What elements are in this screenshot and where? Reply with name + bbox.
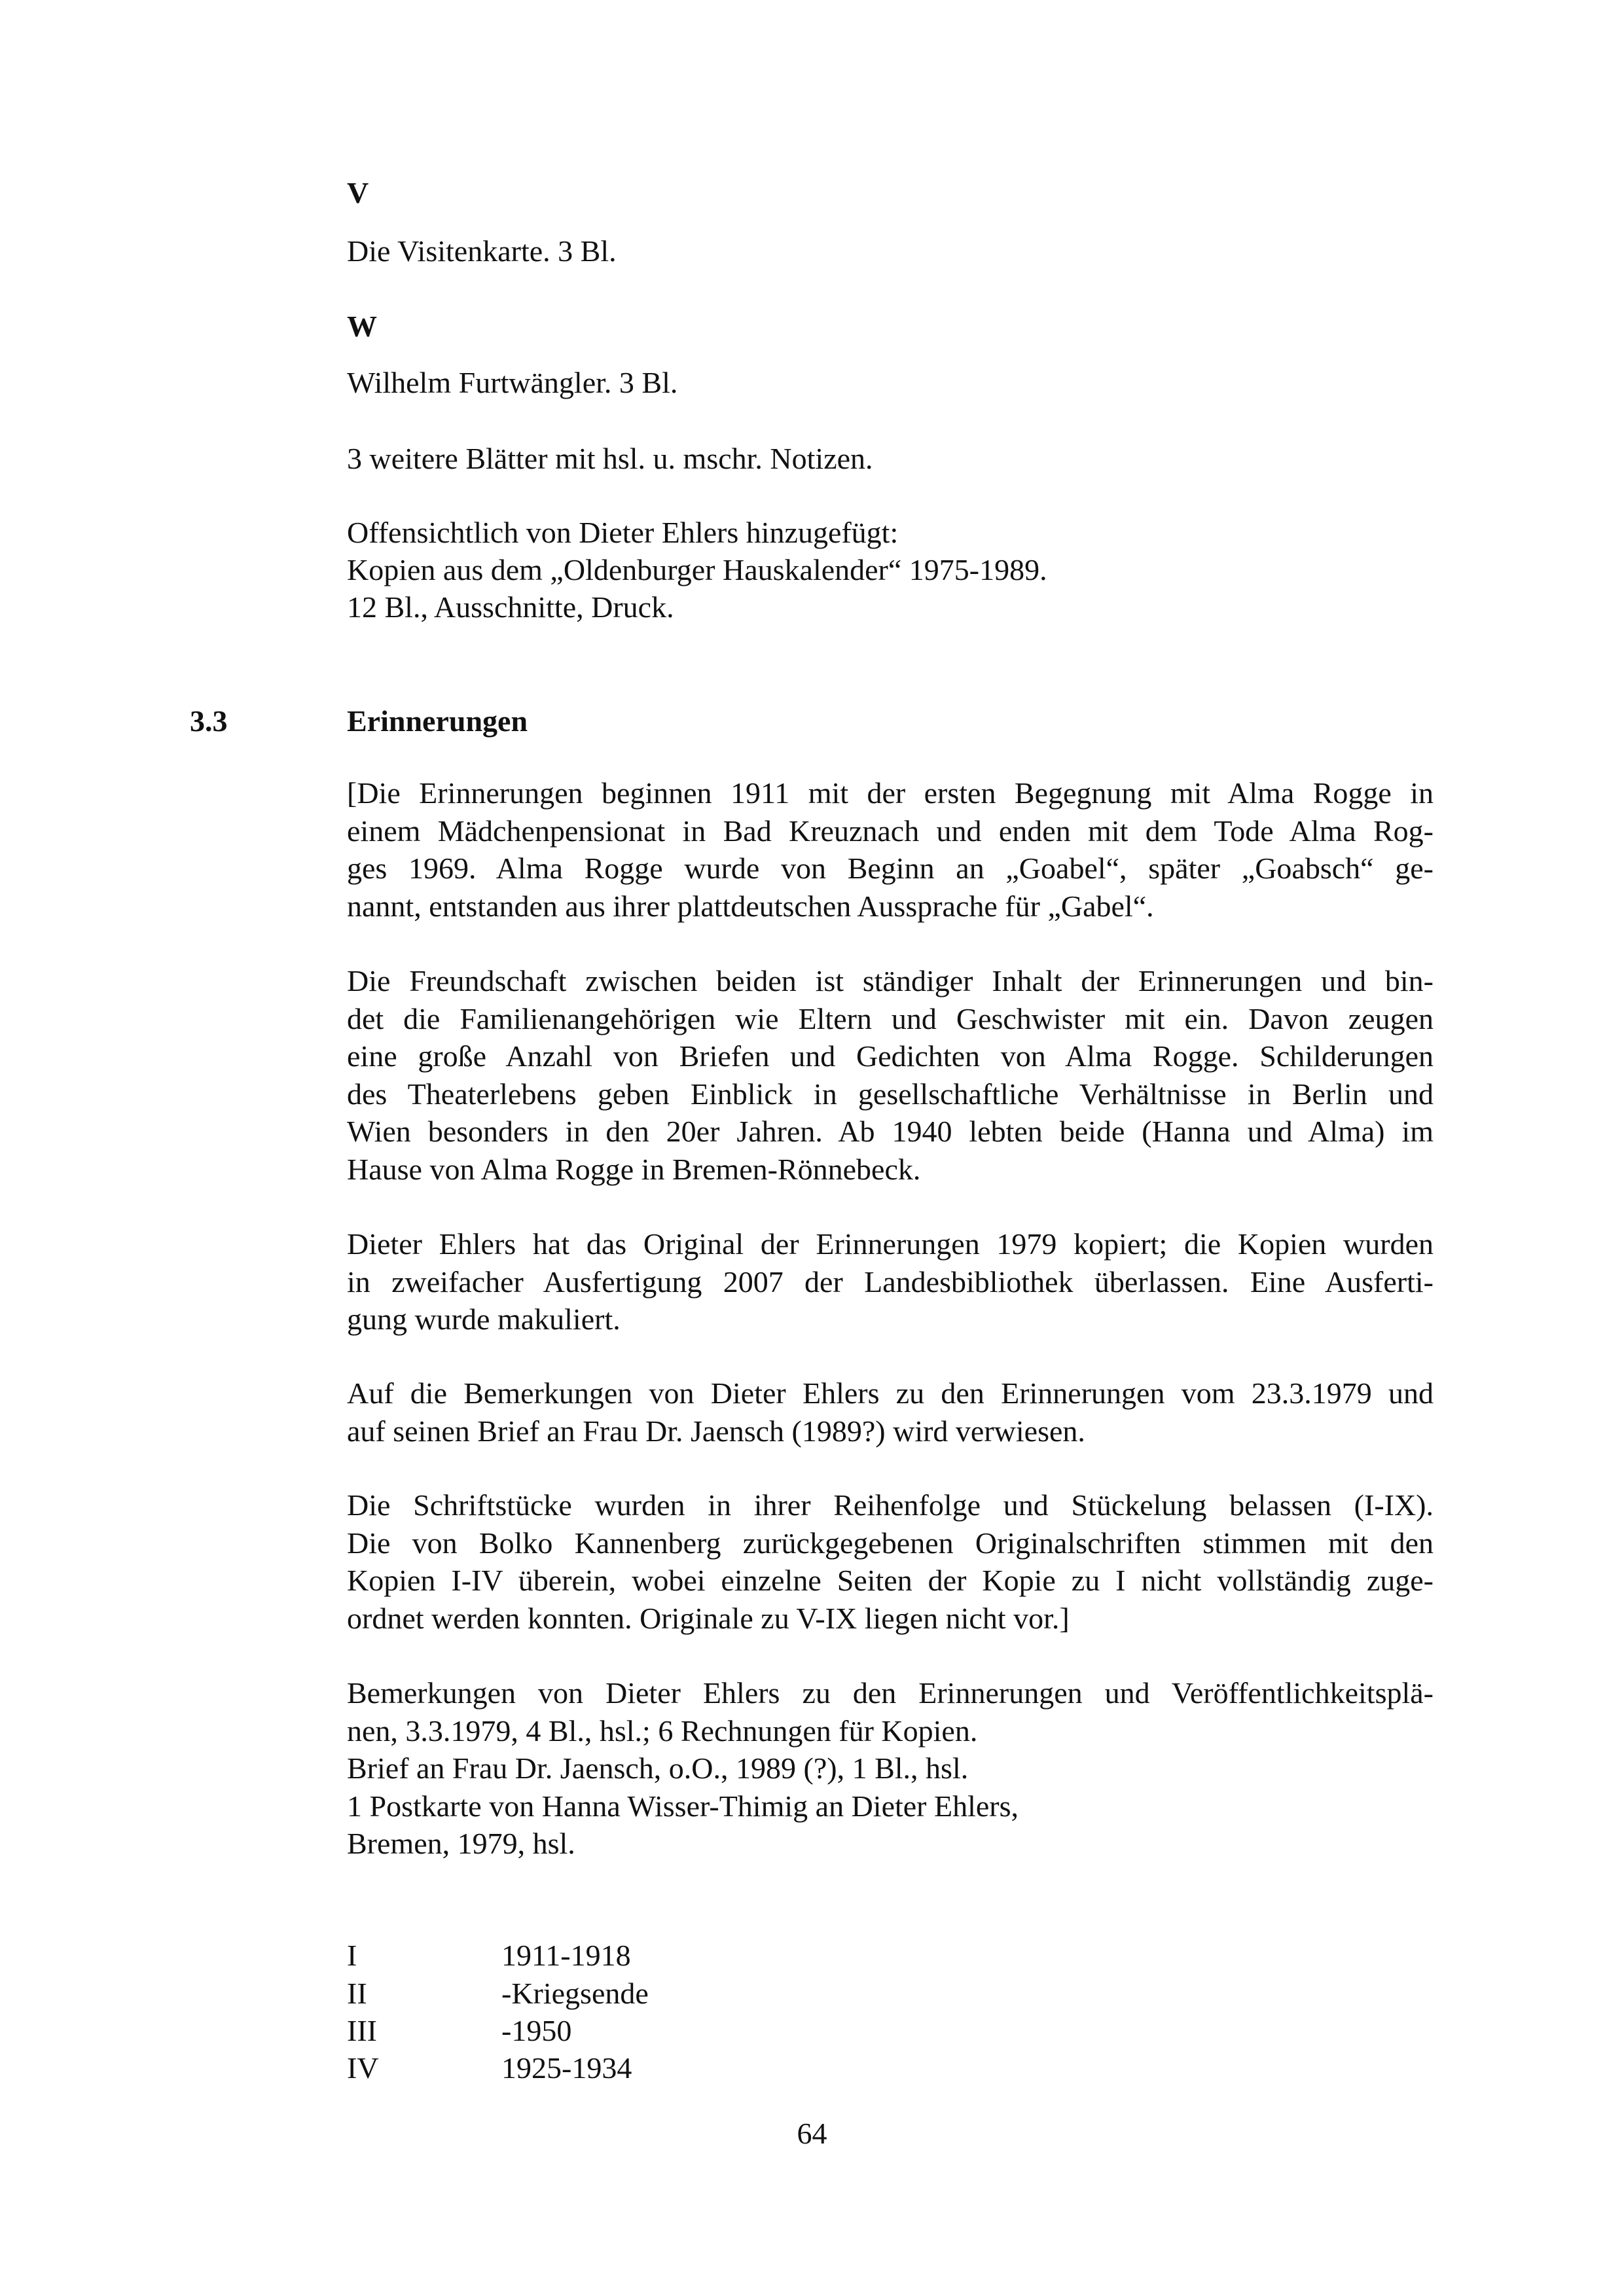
table-period: -Kriegsende xyxy=(501,1977,649,2010)
table-period: 1911-1918 xyxy=(501,1939,631,1972)
paragraph-line: ordnet werden konnten. Originale zu V-IX liegen nicht vor.] xyxy=(347,1601,1070,1635)
table-period: 1925-1934 xyxy=(501,2051,632,2085)
table-numeral: III xyxy=(347,2014,377,2047)
paragraph-freundschaft xyxy=(347,962,1434,1188)
paragraph-line: eine große Anzahl von Briefen und Gedichten von Alma Rogge. Schilderungen xyxy=(347,1039,1434,1073)
paragraph-line: Die Schriftstücke wurden in ihrer Reihenfolge und Stückelung belassen (I-IX). xyxy=(347,1488,1434,1522)
paragraph-line: auf seinen Brief an Frau Dr. Jaensch (1989?) wird verwiesen. xyxy=(347,1414,1085,1448)
page-number: 64 xyxy=(797,2117,827,2150)
entry-offensichtlich-line-3: 12 Bl., Ausschnitte, Druck. xyxy=(347,590,674,624)
paragraph-line: [Die Erinnerungen beginnen 1911 mit der ersten Begegnung mit Alma Rogge in xyxy=(347,776,1434,810)
table-numeral: II xyxy=(347,1977,367,2010)
paragraph-line: Die Freundschaft zwischen beiden ist ständiger Inhalt der Erinnerungen und bin- xyxy=(347,964,1434,997)
entry-furtwaengler: Wilhelm Furtwängler. 3 Bl. xyxy=(347,366,678,399)
table-numeral: I xyxy=(347,1939,357,1972)
paragraph-line: det die Familienangehörigen wie Eltern und Geschwister mit ein. Davon zeugen xyxy=(347,1001,1434,1035)
paragraph-line: Bemerkungen von Dieter Ehlers zu den Erinnerungen und Veröffentlichkeitsplä- xyxy=(347,1676,1434,1710)
paragraph-line: gung wurde makuliert. xyxy=(347,1302,621,1336)
section-title: Erinnerungen xyxy=(347,704,528,738)
entry-offensichtlich-line-1: Offensichtlich von Dieter Ehlers hinzugefügt: xyxy=(347,516,899,549)
entry-weitere-blaetter: 3 weitere Blätter mit hsl. u. mschr. Notizen. xyxy=(347,442,873,475)
paragraph-line: einem Mädchenpensionat in Bad Kreuznach und enden mit dem Tode Alma Rog- xyxy=(347,814,1434,848)
paragraph-line: Hause von Alma Rogge in Bremen-Rönnebeck. xyxy=(347,1152,921,1186)
section-number: 3.3 xyxy=(190,704,228,738)
paragraph-line: nannt, entstanden aus ihrer plattdeutschen Aussprache für „Gabel“. xyxy=(347,889,1154,923)
paragraph-schriftstuecke xyxy=(347,1486,1434,1637)
entry-offensichtlich-line-2: Kopien aus dem „Oldenburger Hauskalender“ 1975-1989. xyxy=(347,553,1047,586)
paragraph-bemerkungen-liste xyxy=(347,1674,1434,1863)
letter-heading-w: W xyxy=(347,310,377,343)
paragraph-line: nen, 3.3.1979, 4 Bl., hsl.; 6 Rechnungen für Kopien. xyxy=(347,1713,978,1748)
paragraph-line: Dieter Ehlers hat das Original der Erinnerungen 1979 kopiert; die Kopien wurden xyxy=(347,1227,1434,1261)
paragraph-line: Die von Bolko Kannenberg zurückgegebenen Originalschriften stimmen mit den xyxy=(347,1526,1434,1560)
paragraph-line: Brief an Frau Dr. Jaensch, o.O., 1989 (?), 1 Bl., hsl. xyxy=(347,1751,969,1785)
table-numeral: IV xyxy=(347,2051,379,2085)
table-period: -1950 xyxy=(501,2014,572,2047)
entry-visitenkarte: Die Visitenkarte. 3 Bl. xyxy=(347,234,617,268)
paragraph-intro xyxy=(347,774,1434,925)
paragraph-line: Kopien I-IV überein, wobei einzelne Seiten der Kopie zu I nicht vollständig zuge- xyxy=(347,1564,1434,1597)
paragraph-line: in zweifacher Ausfertigung 2007 der Landesbibliothek überlassen. Eine Ausferti- xyxy=(347,1265,1434,1299)
letter-heading-v: V xyxy=(347,176,369,209)
paragraph-line: Auf die Bemerkungen von Dieter Ehlers zu den Erinnerungen vom 23.3.1979 und xyxy=(347,1376,1434,1410)
paragraph-line: Wien besonders in den 20er Jahren. Ab 1940 lebten beide (Hanna und Alma) im xyxy=(347,1115,1434,1148)
paragraph-line: 1 Postkarte von Hanna Wisser-Thimig an Dieter Ehlers, xyxy=(347,1789,1019,1823)
paragraph-original-kopiert xyxy=(347,1225,1434,1338)
paragraph-line: ges 1969. Alma Rogge wurde von Beginn an „Goabel“, später „Goabsch“ ge- xyxy=(347,852,1434,885)
paragraph-bemerkungen-verweis xyxy=(347,1374,1434,1450)
paragraph-line: des Theaterlebens geben Einblick in gesellschaftliche Verhältnisse in Berlin und xyxy=(347,1077,1434,1111)
paragraph-line: Bremen, 1979, hsl. xyxy=(347,1827,575,1860)
